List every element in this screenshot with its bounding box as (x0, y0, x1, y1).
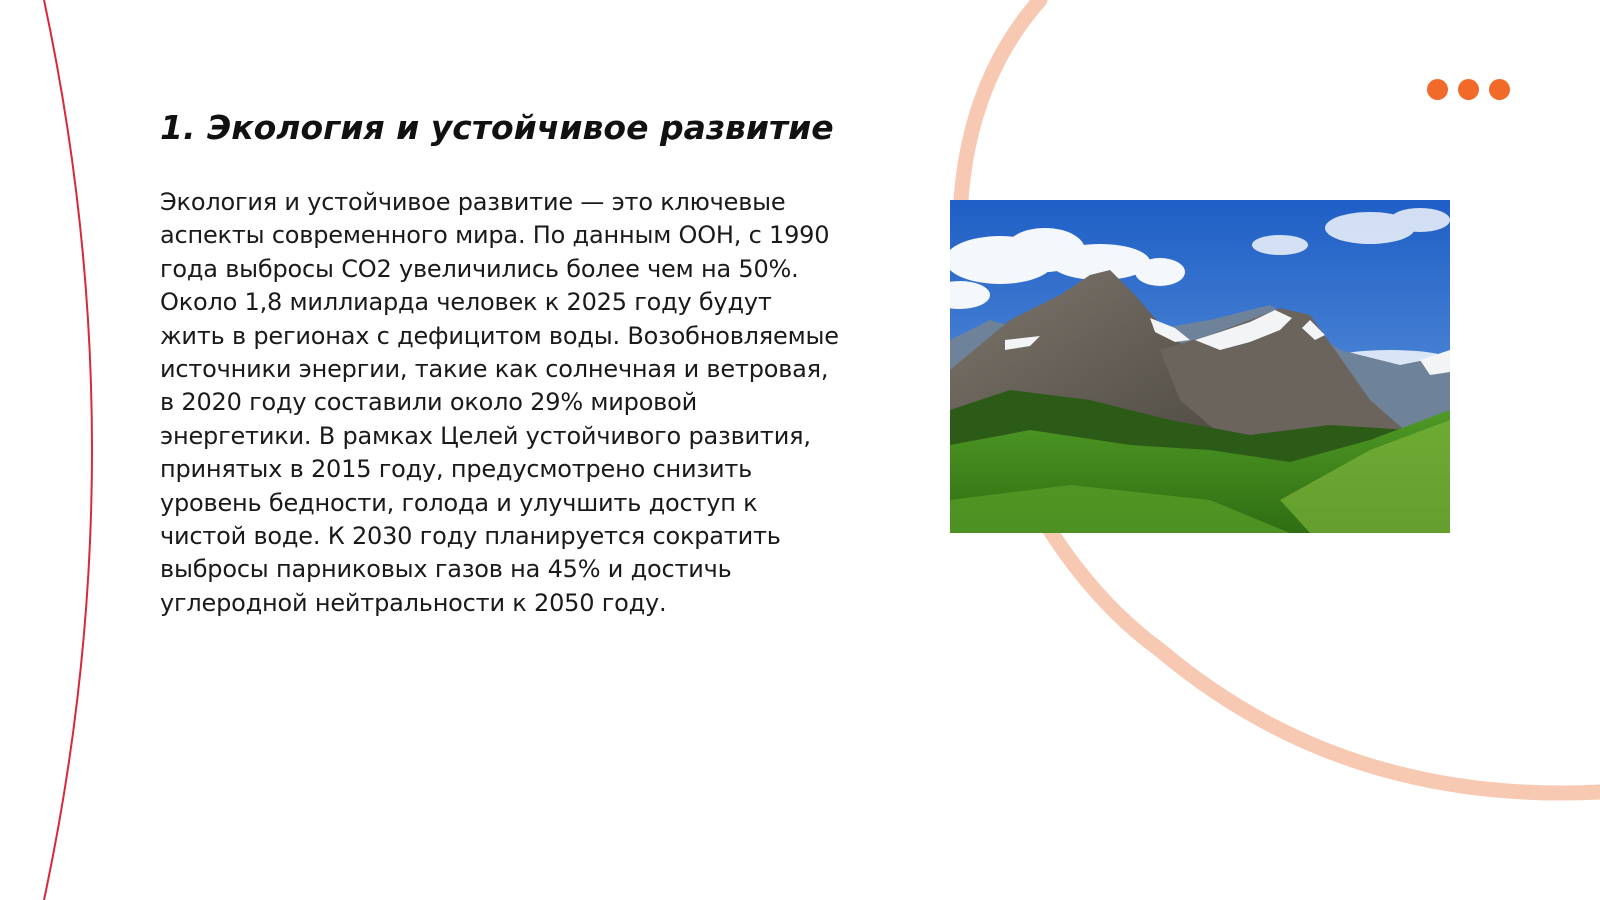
slide-body-text: Экология и устойчивое развитие — это ключевые аспекты современного мира. По данным ООН, с 1990 года выбросы CO2 увеличились более чем на 50%. Около 1,8 миллиарда человек к 2025 году будут жить в регионах с дефицитом воды. Возобновляемые источники энергии, такие как солнечная и ветровая, в 2020 году составили около 29% мировой энергетики. В рамках Целей устойчивого развития, принятых в 2015 году, предусмотрено снизить уровень бедности, голода и улучшить доступ к чистой воде. К 2030 году планируется сократить выбросы парниковых газов на 45% и достичь углеродной нейтральности к 2050 году. (160, 188, 839, 617)
dot-icon (1458, 79, 1479, 100)
dot-icon (1489, 79, 1510, 100)
dot-icon (1427, 79, 1448, 100)
menu-dots-icon (1427, 79, 1510, 100)
mountain-landscape-image (950, 200, 1450, 533)
decorative-left-line (44, 0, 92, 900)
slide-title: 1. Экология и устойчивое развитие (160, 108, 834, 147)
